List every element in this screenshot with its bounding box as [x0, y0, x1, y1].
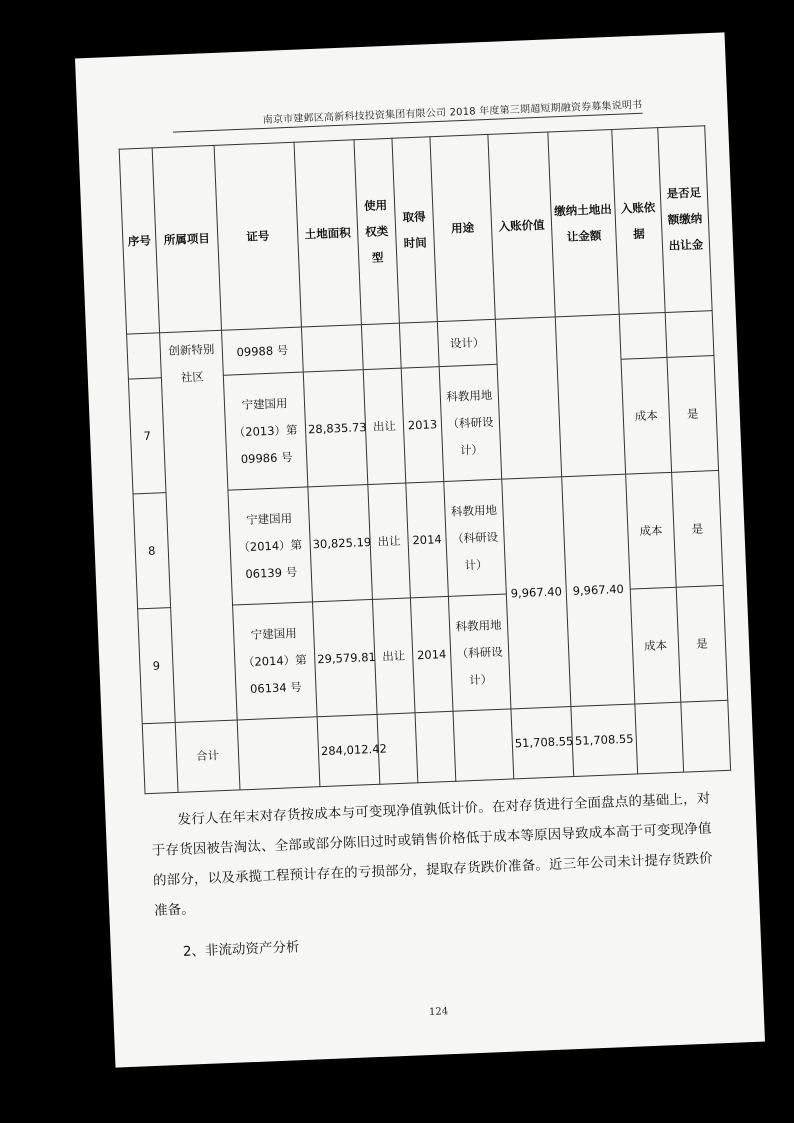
land-fee-cell: 9,967.40	[562, 474, 635, 706]
land-asset-table	[119, 125, 731, 794]
area-cell: 28,835.73	[303, 370, 368, 487]
cert-cell: 09988 号	[222, 327, 304, 375]
usage-cell: 科教用地（科研设计）	[439, 364, 502, 481]
paid-cell: 是	[672, 470, 724, 587]
cert-cell: 宁建国用（2014）第06134 号	[233, 602, 318, 720]
right-type-cell: 出让	[368, 483, 411, 599]
col-header: 土地面积	[294, 140, 361, 327]
paid-cell: 是	[676, 585, 728, 702]
row-no: 8	[133, 493, 171, 609]
right-type-cell: 出让	[363, 368, 406, 484]
year-cell: 2013	[401, 367, 444, 483]
basis-cell: 成本	[621, 357, 672, 474]
inventory-paragraph: 发行人在年末对存货按成本与可变现净值孰低计价。在对存货进行全面盘点的基础上，对于存货因被告淘汰、全部或部分陈旧过时或销售价格低于成本等原因导致成本高于可变现净值的部分，以及承揽工程预计存在的亏损部分，提取存货跌价准备。近三年公司未计提存货跌价准备。	[151, 790, 713, 919]
running-header: 南京市建邺区高新科技投资集团有限公司 2018 年度第三期超短期融资券募集说明书	[262, 99, 643, 126]
total-fee: 51,708.55	[571, 704, 638, 777]
document-page	[75, 32, 765, 1067]
col-header: 序号	[119, 148, 159, 334]
project-cell: 创新特别社区	[160, 330, 238, 722]
col-header: 取得时间	[392, 137, 437, 323]
col-header: 证号	[214, 142, 301, 330]
col-header: 使用权类型	[354, 138, 399, 324]
total-label: 合计	[175, 720, 240, 792]
col-header: 用途	[430, 134, 495, 321]
cert-cell: 宁建国用（2013）第09986 号	[223, 372, 308, 490]
paid-cell: 是	[667, 356, 719, 473]
cert-cell: 宁建国用（2014）第06139 号	[228, 487, 313, 605]
usage-cell: 设计）	[437, 319, 497, 366]
area-cell: 30,825.19	[308, 485, 373, 602]
usage-cell: 科教用地（科研设计）	[448, 594, 511, 711]
right-type-cell: 出让	[372, 598, 415, 714]
usage-cell: 科教用地（科研设计）	[444, 479, 507, 596]
col-header: 缴纳土地出让金额	[548, 129, 619, 316]
table-header-row	[119, 126, 712, 334]
col-header: 所属项目	[152, 145, 221, 332]
total-value: 51,708.55	[511, 707, 574, 779]
year-cell: 2014	[406, 481, 449, 597]
section-heading: 2、非流动资产分析	[182, 939, 300, 960]
area-cell: 29,579.81	[312, 599, 377, 716]
col-header: 入账价值	[488, 132, 555, 319]
row-no: 9	[138, 608, 176, 724]
page-number: 124	[428, 1006, 449, 1019]
col-header: 入账依据	[612, 128, 665, 315]
row-no: 7	[128, 378, 166, 494]
basis-cell: 成本	[626, 472, 677, 589]
total-area: 284,012.42	[317, 714, 380, 786]
year-cell: 2014	[410, 596, 453, 712]
basis-cell: 成本	[630, 587, 681, 704]
col-header: 是否足额缴纳出让金	[658, 126, 712, 313]
book-value-cell: 9,967.40	[502, 477, 571, 709]
